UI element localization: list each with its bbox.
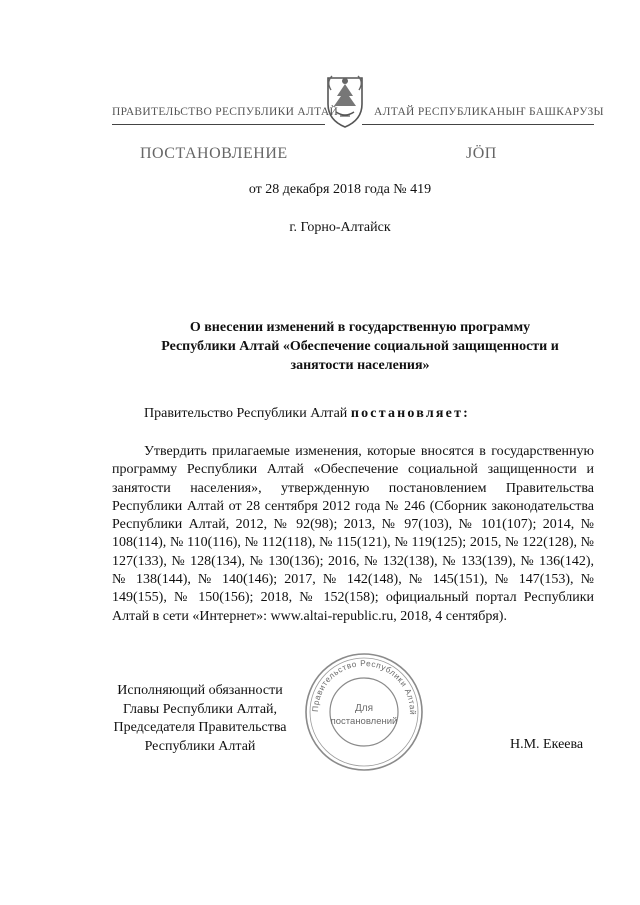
header-rule-right bbox=[362, 124, 594, 125]
title-line: О внесении изменений в государственную программу bbox=[189, 320, 531, 335]
signature-title-line: Председателя Правительства bbox=[113, 720, 287, 735]
stamp-inner-line2: постановлений bbox=[330, 716, 398, 727]
header-right-text: АЛТАЙ РЕСПУБЛИКАНЫҤ БАШКАРУЗЫ bbox=[374, 106, 604, 118]
header-left-text: ПРАВИТЕЛЬСТВО РЕСПУБЛИКИ АЛТАЙ bbox=[112, 106, 339, 118]
city-line: г. Горно-Алтайск bbox=[289, 220, 391, 235]
signature-title bbox=[100, 682, 300, 756]
stamp-inner-line1: Для bbox=[354, 703, 374, 714]
signature-title-line: Исполняющий обязанности bbox=[117, 683, 283, 698]
title-line: занятости населения» bbox=[290, 358, 430, 373]
stamp-ring-text-span: Правительство Республики Алтай bbox=[310, 658, 418, 716]
signatory-name: Н.М. Екеева bbox=[510, 737, 584, 752]
coat-of-arms-icon bbox=[322, 70, 368, 130]
header-rule-left bbox=[112, 124, 325, 125]
date-line: от 28 декабря 2018 года № 419 bbox=[248, 182, 432, 197]
doc-type-right: ЈӦП bbox=[466, 145, 497, 162]
preamble-emphasis: постановляет: bbox=[350, 406, 471, 421]
preamble bbox=[144, 406, 470, 422]
title-line: Республики Алтай «Обеспечение социальной защищенности и bbox=[161, 339, 559, 354]
document-title bbox=[100, 318, 620, 375]
signature-title-line: Республики Алтай bbox=[144, 738, 256, 754]
body-paragraph: Утвердить прилагаемые изменения, которые вносятся в государственную программу Республики Алтай «Обеспечение социальной защищенности и занятости населения», утвержденную постановлением Правительства Республики Алтай от 28 сентября 2012 года № 246 (Сборник законодательства Республики Алтай, 2012, № 92(98); 2013, № 97(103), № 101(107); 2014, № 108(114), № 110(116), № 112(118), № 115(121), № 119(125); 2015, № 122(128), № 127(133), № 128(134), № 130(136); 2016, № 132(138), № 133(139), № 136(142), № 138(144), № 140(146); 2017, № 142(148), № 145(151), № 147(153), № 149(155), № 150(156); 2018, № 152(158); официальный портал Республики Алтай в сети «Интернет»: www.altai-republic.ru, 2018, 4 сентября). bbox=[112, 444, 594, 624]
preamble-text: Правительство Республики Алтай bbox=[144, 406, 351, 421]
signature-title-line: Главы Республики Алтай, bbox=[122, 701, 278, 717]
official-stamp bbox=[302, 650, 426, 774]
doc-type-left: ПОСТАНОВЛЕНИЕ bbox=[140, 145, 288, 162]
